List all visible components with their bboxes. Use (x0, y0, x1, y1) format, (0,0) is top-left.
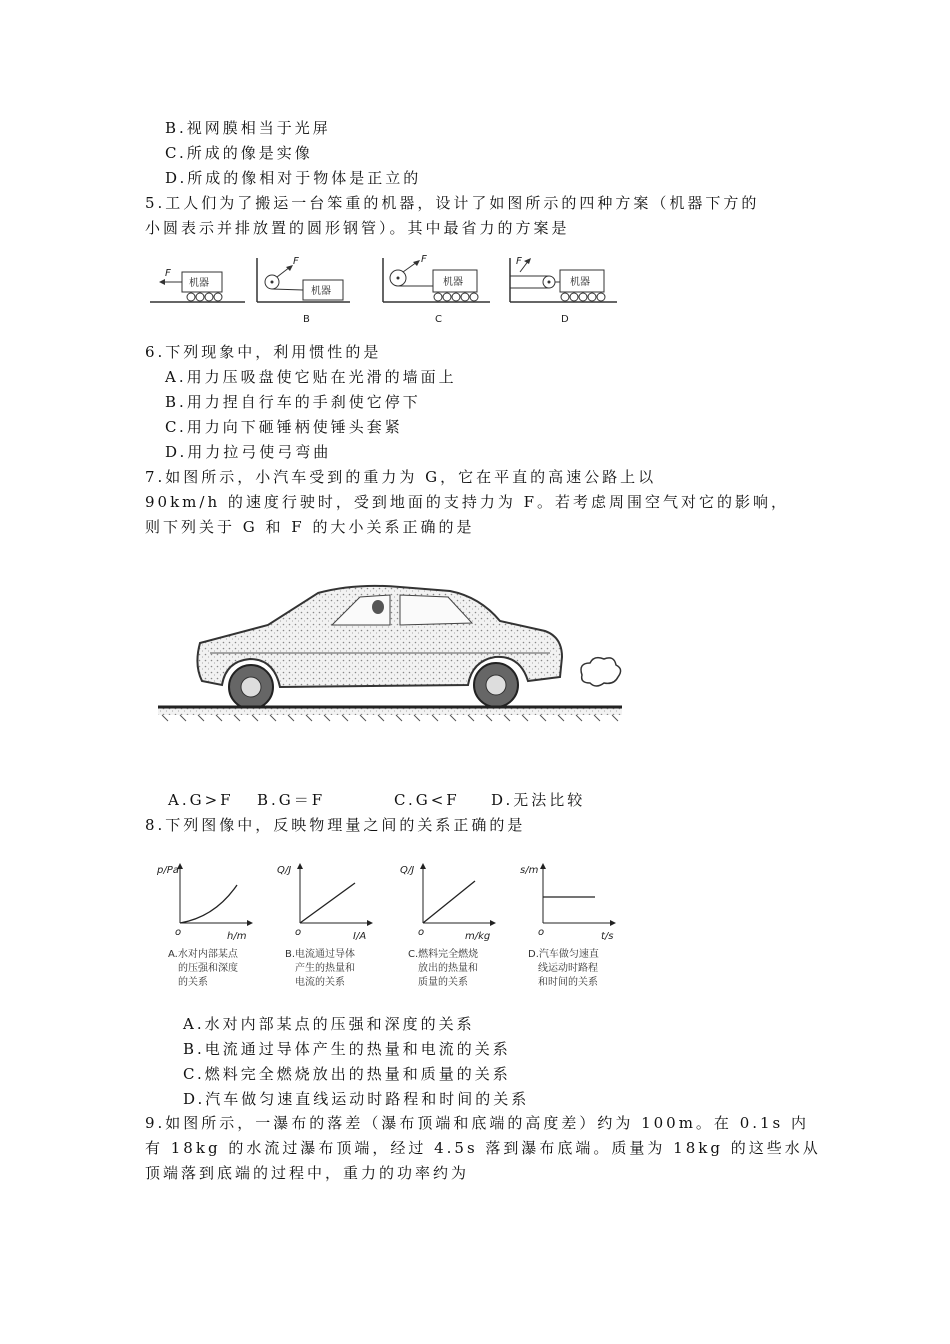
q7-stem-line3: 则下列关于 G 和 F 的大小关系正确的是 (145, 518, 475, 536)
q5-panel-d (510, 256, 617, 325)
q8-option-b: B.电流通过导体产生的热量和电流的关系 (183, 1040, 511, 1058)
q7-stem-line2: 90km/h 的速度行驶时，受到地面的支持力为 F。若考虑周围空气对它的影响， (145, 493, 790, 511)
q6-option-c: C.用力向下砸锤柄使锤头套紧 (165, 418, 403, 436)
q5-panel-b (257, 256, 350, 325)
graph-c-x-label: m/kg (465, 931, 491, 942)
graph-a-y-label: p/Pa (157, 865, 179, 876)
graph-a-curve (180, 885, 237, 923)
machine-label: 机器 (189, 278, 209, 289)
q6-stem: 6.下列现象中，利用惯性的是 (145, 343, 382, 361)
machine-label: 机器 (311, 286, 331, 297)
graph-b-y-label: Q/J (277, 865, 292, 876)
graph-c-origin: o (418, 927, 425, 938)
graph-d-caption: D.汽车做匀速直 线运动时路程 和时间的关系 (528, 949, 599, 988)
graph-a (156, 863, 253, 942)
machine-label: 机器 (570, 277, 590, 288)
q9-stem-line2: 有 18kg 的水流过瀑布顶端，经过 4.5s 落到瀑布底端。质量为 18kg 的这些水从 (145, 1139, 821, 1157)
graph-d-x-label: t/s (601, 931, 614, 942)
q7-stem-line1: 7.如图所示，小汽车受到的重力为 G，它在平直的高速公路上以 (145, 468, 657, 486)
graph-b-origin: o (295, 927, 302, 938)
q7-option-d: D.无法比较 (491, 791, 586, 809)
q6-option-d: D.用力拉弓使弓弯曲 (165, 443, 332, 461)
q8-option-a: A.水对内部某点的压强和深度的关系 (183, 1015, 475, 1033)
q8-option-d: D.汽车做匀速直线运动时路程和时间的关系 (183, 1090, 530, 1108)
graph-c-caption: C.燃料完全燃烧 放出的热量和 质量的关系 (408, 949, 479, 988)
graph-a-caption: A.水对内部某点 的压强和深度 的关系 (168, 949, 238, 988)
q9-stem-line1: 9.如图所示，一瀑布的落差（瀑布顶端和底端的高度差）约为 100m。在 0.1s 内 (145, 1114, 810, 1132)
graph-b (277, 863, 373, 942)
force-label-d: F (516, 256, 522, 267)
machine-label: 机器 (443, 277, 463, 288)
q5-panel-a (150, 268, 245, 302)
q5-stem-line2: 小圆表示并排放置的圆形钢管）。其中最省力的方案是 (145, 219, 570, 237)
q4-option-b: B.视网膜相当于光屏 (165, 119, 331, 137)
q8-graphs-figure (155, 855, 635, 945)
panel-label-d: D (561, 314, 569, 325)
q5-stem-line1: 5.工人们为了搬运一台笨重的机器，设计了如图所示的四种方案（机器下方的 (145, 194, 760, 212)
q6-option-a: A.用力压吸盘使它贴在光滑的墙面上 (165, 368, 457, 386)
q8-option-c: C.燃料完全燃烧放出的热量和质量的关系 (183, 1065, 511, 1083)
force-label-c: F (421, 254, 427, 265)
graph-a-origin: o (175, 927, 182, 938)
graph-b-line (300, 883, 355, 923)
q7-car-figure (150, 575, 630, 735)
graph-c-line (423, 881, 475, 923)
q9-stem-line3: 顶端落到底端的过程中，重力的功率约为 (145, 1164, 470, 1182)
panel-label-b: B (303, 314, 310, 325)
q7-option-b: B.G＝F (257, 791, 326, 809)
graph-b-x-label: I/A (353, 931, 367, 942)
q8-stem: 8.下列图像中，反映物理量之间的关系正确的是 (145, 816, 526, 834)
force-label-a: F (165, 268, 171, 279)
panel-label-c: C (435, 314, 442, 325)
q7-option-a: A.G>F (168, 791, 234, 809)
graph-a-x-label: h/m (227, 931, 247, 942)
q6-option-b: B.用力捏自行车的手刹使它停下 (165, 393, 421, 411)
graph-c (400, 863, 496, 942)
q4-option-c: C.所成的像是实像 (165, 144, 313, 162)
graph-d-y-label: s/m (520, 865, 539, 876)
graph-d (520, 863, 616, 942)
q4-option-d: D.所成的像相对于物体是正立的 (165, 169, 422, 187)
graph-b-caption: B.电流通过导体 产生的热量和 电流的关系 (285, 949, 356, 988)
graph-d-origin: o (538, 927, 545, 938)
graph-c-y-label: Q/J (400, 865, 415, 876)
q5-panel-c (383, 254, 490, 325)
q5-schemes-figure (145, 250, 625, 330)
force-label-b: F (293, 256, 299, 267)
q7-option-c: C.G<F (394, 791, 460, 809)
